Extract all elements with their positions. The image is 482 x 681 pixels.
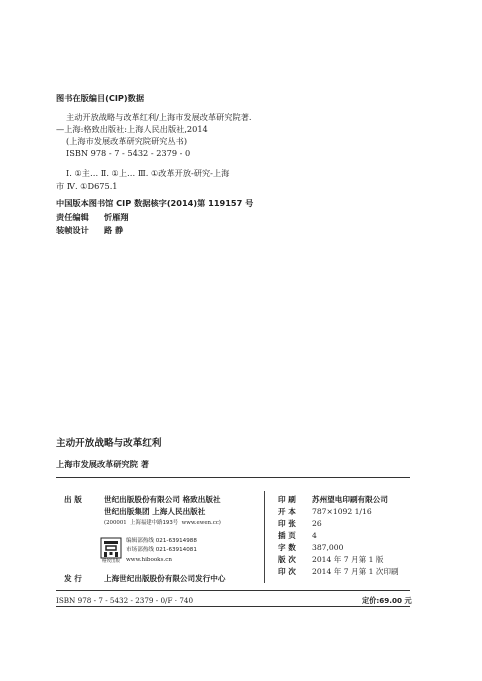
top-rule bbox=[56, 477, 410, 478]
cip-line: 主动开放战略与改革红利/上海市发展改革研究院著. bbox=[66, 112, 252, 122]
editorial-hotline: 编辑部热线 021-63914988 bbox=[126, 538, 197, 544]
price: 定价:69.00 元 bbox=[362, 596, 412, 605]
publisher-line: 世纪出版股份有限公司 格致出版社 bbox=[104, 495, 221, 504]
publisher-address bbox=[104, 519, 221, 527]
editor-label: 责任编辑 bbox=[56, 212, 89, 222]
spec-value: 2014 年 7 月第 1 次印刷 bbox=[312, 567, 399, 576]
footer-isbn: ISBN 978 - 7 - 5432 - 2379 - 0/F · 740 bbox=[56, 596, 194, 605]
spec-value: 2014 年 7 月第 1 版 bbox=[312, 555, 384, 564]
spec-label: 印 次 bbox=[278, 567, 296, 576]
book-author: 上海市发展改革研究院 著 bbox=[56, 459, 149, 469]
spec-value: 787×1092 1/16 bbox=[312, 507, 372, 516]
design-label: 装帧设计 bbox=[56, 225, 89, 235]
address-zip: (200001 bbox=[104, 520, 127, 526]
column-divider bbox=[264, 491, 265, 583]
publisher-line: 世纪出版集团 上海人民出版社 bbox=[104, 507, 206, 516]
spec-label: 开 本 bbox=[278, 507, 296, 516]
spec-label: 印 刷 bbox=[278, 495, 296, 504]
spec-value: 苏州望电印刷有限公司 bbox=[312, 495, 388, 504]
marketing-hotline: 市场部热线 021-63914081 bbox=[126, 547, 197, 553]
cip-line: (上海市发展改革研究院研究丛书) bbox=[66, 136, 188, 146]
cip-classification: Ⅰ. ①主… Ⅱ. ①上… Ⅲ. ①改革开放-研究-上海 bbox=[66, 168, 230, 178]
logo-caption: 格致出版 bbox=[102, 559, 120, 564]
cip-classification: 市 Ⅳ. ①D675.1 bbox=[56, 181, 118, 191]
cip-isbn: ISBN 978 - 7 - 5432 - 2379 - 0 bbox=[66, 148, 191, 158]
address-website: www.ewen.cc) bbox=[181, 520, 221, 526]
publisher-label: 出 版 bbox=[64, 495, 82, 504]
book-title: 主动开放战略与改革红利 bbox=[56, 438, 162, 449]
spec-label: 字 数 bbox=[278, 543, 296, 552]
publisher-logo-icon bbox=[100, 537, 122, 559]
website: www.hibooks.cn bbox=[126, 557, 172, 563]
footer-rule bbox=[56, 606, 410, 607]
design-name: 路 静 bbox=[104, 225, 124, 235]
cip-number: 中国版本图书馆 CIP 数据核字(2014)第 119157 号 bbox=[56, 198, 254, 208]
distributor-label: 发 行 bbox=[64, 574, 82, 583]
spec-value: 4 bbox=[312, 531, 317, 540]
spec-label: 插 页 bbox=[278, 531, 296, 540]
spec-label: 版 次 bbox=[278, 555, 296, 564]
address-street: 上海福建中路193号 bbox=[130, 520, 179, 526]
bottom-rule bbox=[56, 590, 410, 591]
cip-line: —上海:格致出版社:上海人民出版社,2014 bbox=[56, 124, 208, 134]
cip-heading: 图书在版编目(CIP)数据 bbox=[56, 93, 145, 103]
spec-value: 387,000 bbox=[312, 543, 344, 552]
distributor-name: 上海世纪出版股份有限公司发行中心 bbox=[104, 574, 226, 583]
editor-name: 忻雁翔 bbox=[104, 212, 129, 222]
spec-value: 26 bbox=[312, 519, 322, 528]
spec-label: 印 张 bbox=[278, 519, 296, 528]
